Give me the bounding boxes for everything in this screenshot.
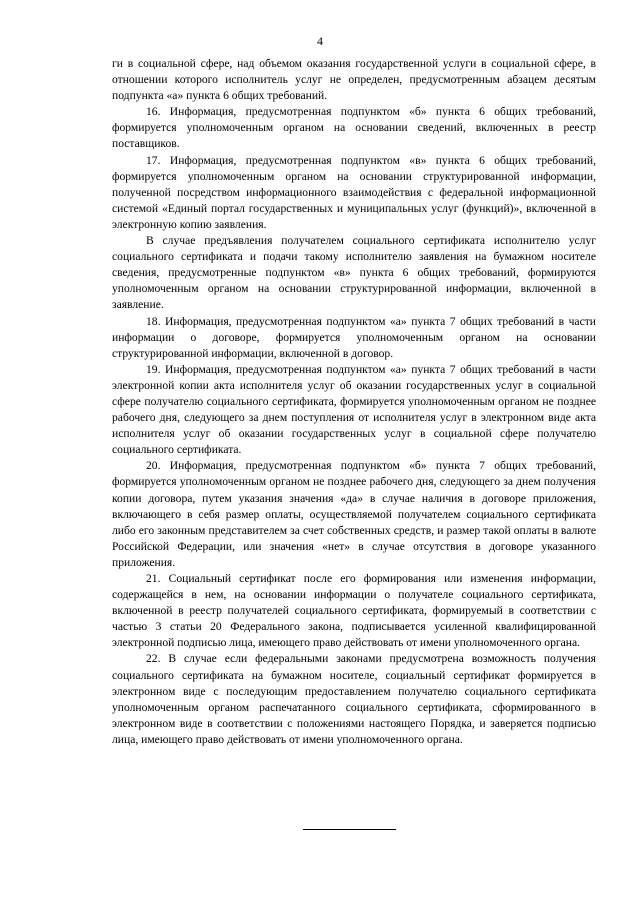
paragraph-16: 16. Информация, предусмотренная подпунктом «б» пункта 6 общих требований, формируется уполномоченным органом на основании сведений, включенных в реестр поставщиков. xyxy=(112,105,596,151)
paragraph-17-continued: В случае предъявления получателем социального сертификата исполнителю услуг социального сертификата и подачи такому исполнителю заявления на бумажном носителе сведения, предусмотренные подпунктом «в» пункта 6 общих требований, формируются уполномоченным органом на основании структурированной информации, включенной в заявление. xyxy=(112,234,596,312)
paragraph-22: 22. В случае если федеральными законами предусмотрена возможность получения социального сертификата на бумажном носителе, социальный сертификат формируется в электронном виде с последующим предоставлением получателю социального сертификата уполномоченным органом распечатанного социального сертификата, сформированного в электронном виде в соответствии с положениями настоящего Порядка, и заверяется подписью лица, имеющего право действовать от имени уполномоченного органа. xyxy=(112,652,596,746)
paragraph-18: 18. Информация, предусмотренная подпунктом «а» пункта 7 общих требований в части информации о договоре, формируется уполномоченным органом на основании структурированной информации, включенной в договор. xyxy=(112,314,596,360)
paragraph-19: 19. Информация, предусмотренная подпунктом «а» пункта 7 общих требований в части электронной копии акта исполнителя услуг об оказании государственных услуг в социальной сфере получателю социального сертификата, формируется уполномоченным органом не позднее рабочего дня, следующего за днем поступления от исполнителя услуг в электронном виде акта исполнителя услуг об оказании государственных услуг в социальной сфере получателю социального сертификата. xyxy=(112,362,596,457)
paragraph-20: 20. Информация, предусмотренная подпунктом «б» пункта 7 общих требований, формируется уполномоченным органом не позднее рабочего дня, следующего за днем получения копии договора, путем указания значения «да» в случае наличия в договоре приложения, включающего в себя размер оплаты, осуществляемой получателем социального сертификата либо его законным представителем за счет собственных средств, и размер такой оплаты в валюте Российской Федерации, или значения «нет» в случае отсутствия в договоре указанного приложения. xyxy=(112,459,596,569)
paragraph-continuation: ги в социальной сфере, над объемом оказания государственной услуги в социальной сфере, в отношении которого исполнитель услуг не определен, предусмотренным абзацем десятым подпункта «а» пункта 6 общих требований. xyxy=(112,57,596,103)
document-body xyxy=(112,56,596,748)
page-number: 4 xyxy=(317,34,323,48)
paragraph-21: 21. Социальный сертификат после его формирования или изменения информации, содержащейся в нем, на основании информации о получателе социального сертификата, включенной в реестр получателей социального сертификата, формируемый в соответствии с частью 3 статьи 20 Федерального закона, подписывается усиленной квалифицированной электронной подписью лица, имеющего право действовать от имени уполномоченного органа. xyxy=(112,572,596,650)
end-separator-line xyxy=(303,829,396,830)
paragraph-17: 17. Информация, предусмотренная подпунктом «в» пункта 6 общих требований, формируется уполномоченным органом на основании структурированной информации, полученной посредством информационного взаимодействия с федеральной информационной системой «Единый портал государственных и муниципальных услуг (функций)», включенной в электронную копию заявления. xyxy=(112,153,596,231)
